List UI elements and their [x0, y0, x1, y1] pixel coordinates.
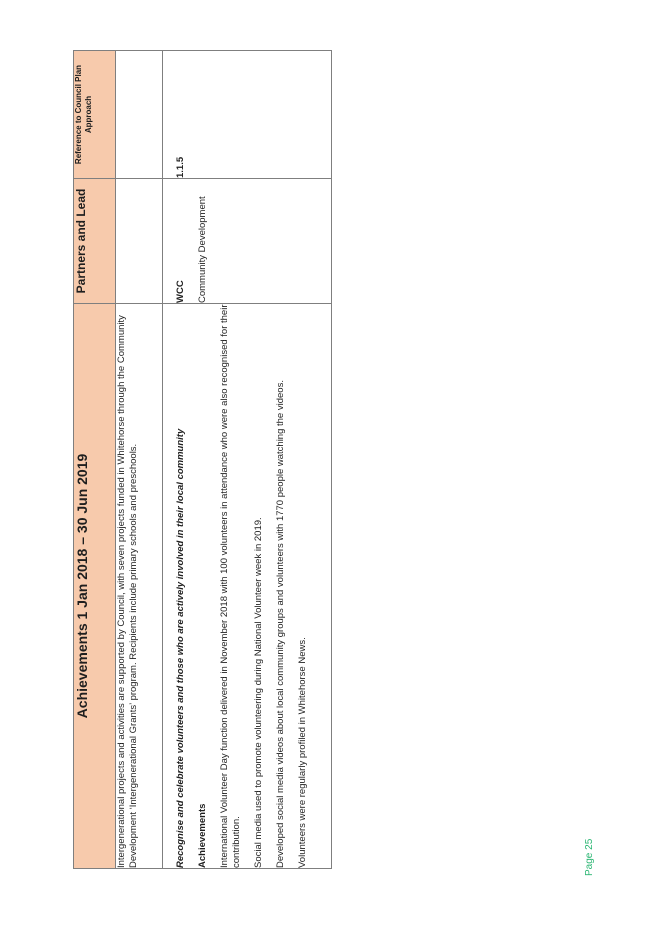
header-achievements: Achievements 1 Jan 2018 – 30 Jun 2019 [74, 304, 116, 869]
table-row [116, 51, 163, 869]
volunteers-cell [163, 304, 332, 869]
row1-reference-cell [116, 51, 163, 179]
achievement-item: Volunteers were regularly profiled in Whitehorse News. [297, 637, 308, 868]
partner-other: Community Development [197, 196, 208, 303]
volunteers-heading: Recognise and celebrate volunteers and those who are actively involved in their local community [175, 428, 186, 868]
row1-partners-cell [116, 179, 163, 304]
achievement-item: International Volunteer Day function delivered in November 2018 with 100 volunteers in attendance who were also recognised for their contribution. [219, 304, 242, 868]
page-number: Page 25 [584, 838, 595, 876]
header-council-plan-reference: Reference to Council Plan Approach [74, 51, 116, 179]
achievements-table [73, 50, 332, 869]
table-header-row [74, 51, 116, 869]
row2-partners-cell [163, 179, 332, 304]
achievement-item: Developed social media videos about local community groups and volunteers with 1770 people watching the videos. [275, 380, 286, 868]
achievements-label: Achievements [197, 803, 208, 868]
table-row [163, 51, 332, 869]
header-partners-lead: Partners and Lead [74, 179, 116, 304]
intergenerational-description: Intergenerational projects and activities are supported by Council, with seven projects funded in Whitehorse through the Community Development ‘Intergenerational Grants’ program. Recipients include primary schools and preschools. [116, 304, 163, 869]
row2-reference-cell [163, 51, 332, 179]
rotated-page-content [73, 51, 330, 869]
partner-lead: WCC [175, 280, 186, 303]
achievement-item: Social media used to promote volunteering during National Volunteer week in 2019. [253, 517, 264, 868]
council-plan-reference: 1.1.5 [175, 156, 186, 178]
